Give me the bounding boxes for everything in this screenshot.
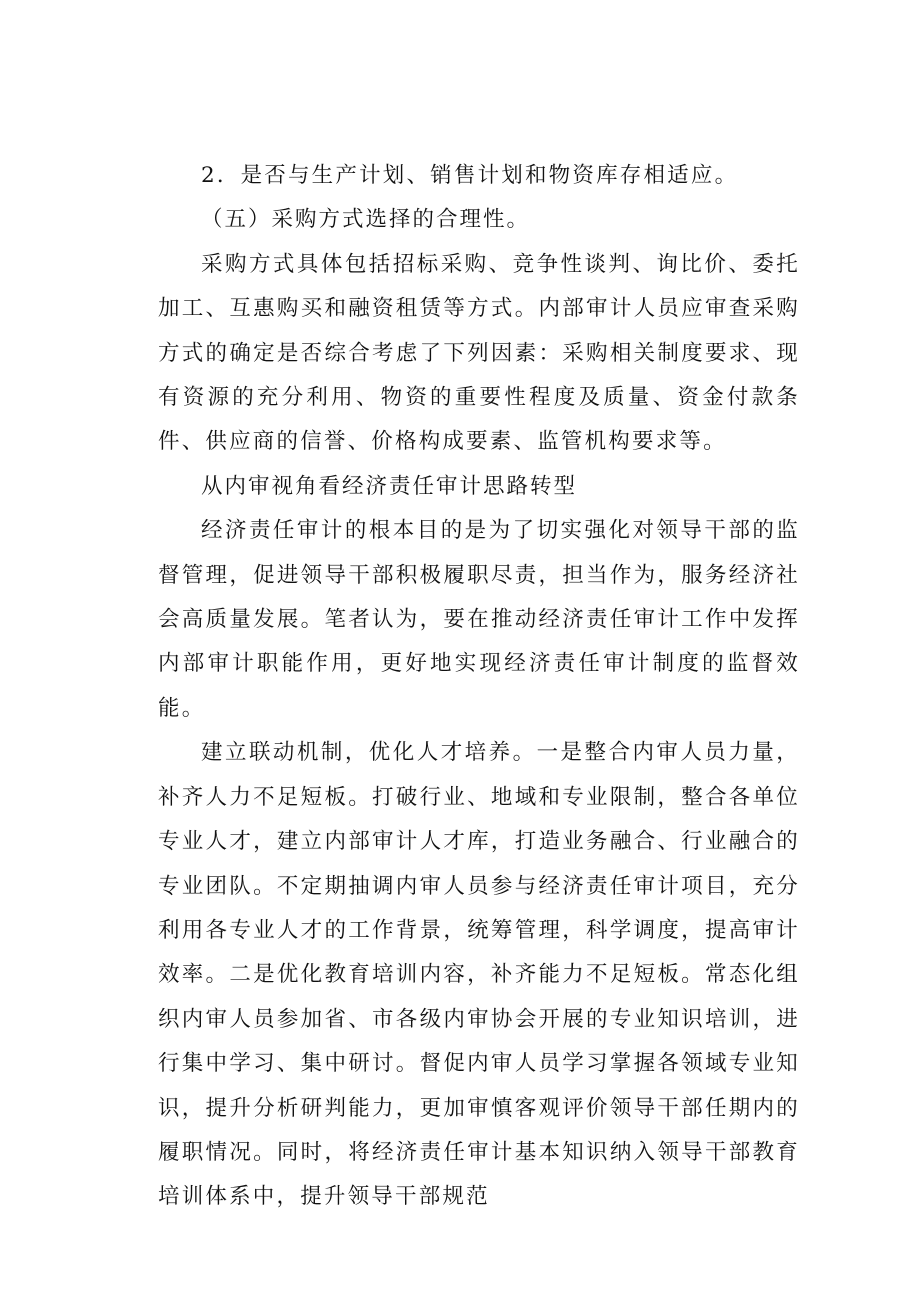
paragraph-intro: 经济责任审计的根本目的是为了切实强化对领导干部的监督管理，促进领导干部积极履职尽责，担当作为，服务经济社会高质量发展。笔者认为，要在推动经济责任审计工作中发挥内部审计职能作用，更好地实现经济责任审计制度的监督效能。 — [158, 518, 800, 721]
document-body — [158, 154, 800, 1220]
article-title: 从内审视角看经济责任审计思路转型 — [201, 473, 578, 499]
paragraph-linkage-mechanism: 建立联动机制，优化人才培养。一是整合内审人员力量，补齐人力不足短板。打破行业、地域和专业限制，整合各单位专业人才，建立内部审计人才库，打造业务融合、行业融合的专业团队。不定期抽调内审人员参与经济责任审计项目，充分利用各专业人才的工作背景，统筹管理，科学调度，提高审计效率。二是优化教育培训内容，补齐能力不足短板。常态化组织内审人员参加省、市各级内审协会开展的专业知识培训，进行集中学习、集中研讨。督促内审人员学习掌握各领域专业知识，提升分析研判能力，更加审慎客观评价领导干部任期内的履职情况。同时，将经济责任审计基本知识纳入领导干部教育培训体系中，提升领导干部规范 — [158, 740, 800, 1210]
paragraph-procurement-methods: 采购方式具体包括招标采购、竞争性谈判、询比价、委托加工、互惠购买和融资租赁等方式。内部审计人员应审查采购方式的确定是否综合考虑了下列因素：采购相关制度要求、现有资源的充分利用、物资的重要性程度及质量、资金付款条件、供应商的信誉、价格构成要素、监管机构要求等。 — [158, 251, 800, 455]
paragraph-item-2: 2．是否与生产计划、销售计划和物资库存相适应。 — [201, 163, 739, 188]
section-heading-procurement-method: （五）采购方式选择的合理性。 — [201, 207, 531, 233]
